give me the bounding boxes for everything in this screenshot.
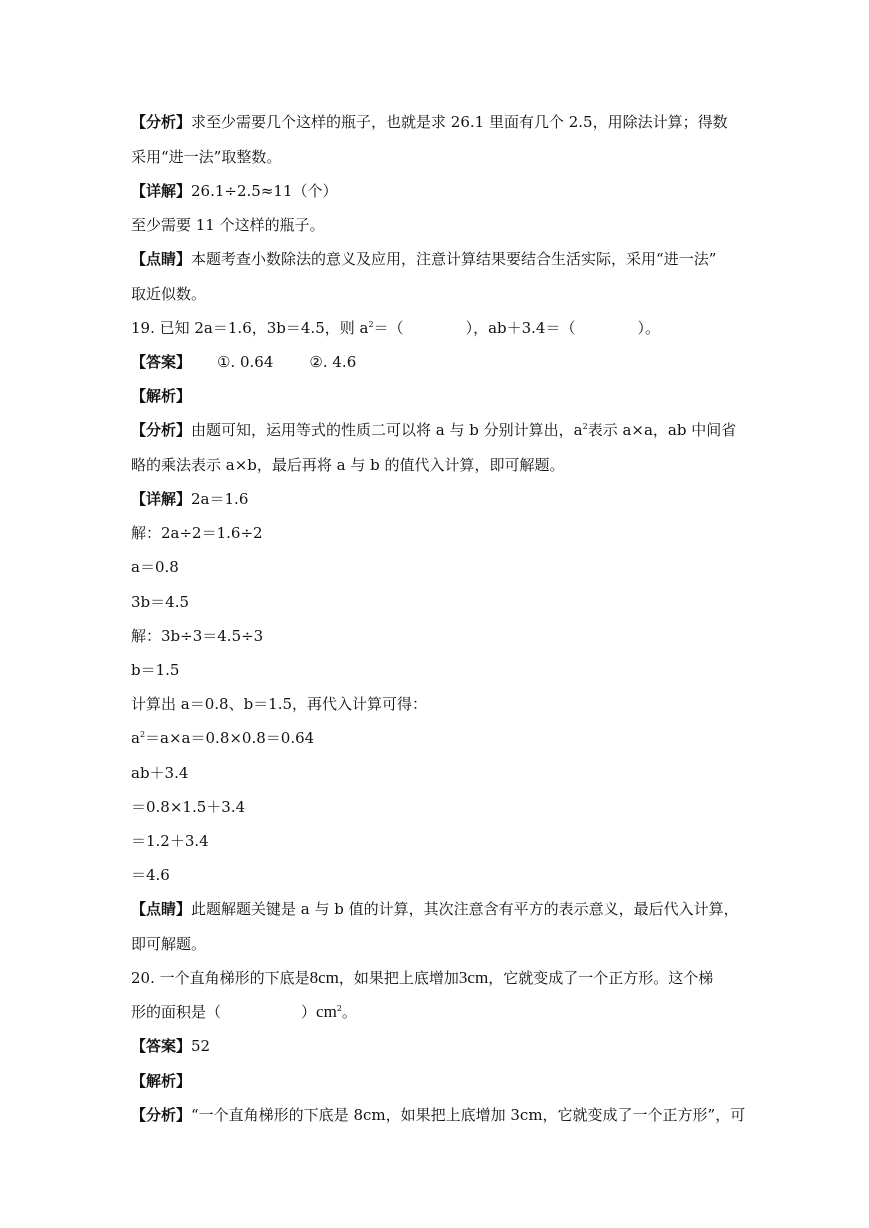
q19-comment-line-1: 【点睛】此题解题关键是 a 与 b 值的计算，其次注意含有平方的表示意义，最后代入计算， — [131, 900, 739, 918]
stem-part-c: ），ab＋3.4＝（ — [465, 319, 576, 337]
detail-tag: 【详解】 — [131, 182, 192, 200]
answer-value: 52 — [191, 1037, 211, 1055]
step-3: 3b＝4.5 — [131, 593, 190, 611]
analysis-superscript: 2 — [582, 422, 588, 431]
answer-1: ①. 0.64 — [217, 353, 274, 371]
q19-explain-tag: 【解析】 — [131, 387, 192, 405]
step-0: 2a＝1.6 — [191, 490, 249, 508]
step-2: a＝0.8 — [131, 558, 179, 576]
q18-detail-line-1 — [131, 181, 338, 201]
length-8cm: 8cm — [309, 968, 339, 987]
analysis-tag: 【分析】 — [131, 421, 192, 439]
comment-tag: 【点睛】 — [131, 250, 192, 268]
answer-tag: 【答案】 — [131, 1037, 192, 1055]
stem-part-d: ）。 — [637, 319, 660, 337]
q19-analysis-line-1: 【分析】由题可知，运用等式的性质二可以将 a 与 b 分别计算出，$a^2$表示 a×a，ab 中间省 — [131, 421, 737, 439]
q18-analysis-line-1 — [131, 112, 728, 132]
calc-2: ＝1.2＋3.4 — [131, 832, 209, 850]
calc-0: ab＋3.4 — [131, 764, 189, 782]
length-3cm: 3cm — [458, 968, 489, 987]
unit-cm: cm — [316, 1002, 337, 1021]
q20-stem-line-2: 形的面积是（ ）$cm^2$。 — [131, 1002, 357, 1021]
q18-detail-line-2: 至少需要 11 个这样的瓶子。 — [131, 216, 325, 234]
q20-answer — [131, 1036, 210, 1056]
q20-analysis-line-1: 【分析】“一个直角梯形的下底是 8cm，如果把上底增加 3cm，它就变成了一个正方形”，可 — [131, 1106, 746, 1124]
answer-tag: 【答案】 — [131, 353, 192, 371]
step-1: 解：2a÷2＝1.6÷2 — [131, 524, 263, 542]
calc-1: ＝0.8×1.5＋3.4 — [131, 798, 246, 816]
q19-answer — [131, 352, 356, 372]
comment-tag: 【点睛】 — [131, 900, 192, 918]
analysis-tag: 【分析】 — [131, 113, 192, 131]
comment-text: 本题考查小数除法的意义及应用，注意计算结果要结合生活实际，采用“进一法” — [191, 250, 717, 268]
detail-text: 26.1÷2.5≈11（个） — [191, 182, 338, 200]
step-4: 解：3b÷3＝4.5÷3 — [131, 627, 264, 645]
q19-comment-line-2: 即可解题。 — [131, 935, 207, 953]
answer-2: ②. 4.6 — [309, 353, 357, 371]
stem-superscript: 2 — [368, 320, 374, 329]
analysis-text: 求至少需要几个这样的瓶子，也就是求 26.1 里面有几个 2.5，用除法计算；得数 — [191, 113, 728, 131]
step-6: 计算出 a＝0.8、b＝1.5，再代入计算可得： — [131, 695, 428, 713]
q18-comment-line-2: 取近似数。 — [131, 285, 207, 303]
calc-3: ＝4.6 — [131, 866, 170, 884]
stem-part-a: 19. 已知 2a＝1.6，3b＝4.5，则 a — [131, 319, 369, 337]
stem-part-b: ＝（ — [373, 319, 404, 337]
step-5: b＝1.5 — [131, 661, 180, 679]
q19-analysis-line-2: 略的乘法表示 a×b，最后再将 a 与 b 的值代入计算，即可解题。 — [131, 456, 565, 474]
analysis-tag: 【分析】 — [131, 1106, 192, 1124]
q19-stem — [131, 318, 660, 338]
q20-explain-tag: 【解析】 — [131, 1072, 192, 1090]
square-calc: $a^2=a\times a=0.8\times 0.8=0.64$ — [131, 729, 315, 747]
q18-comment-line-1 — [131, 249, 716, 269]
q20-stem-line-1: 20. 一个直角梯形的下底是8cm，如果把上底增加3cm，它就变成了一个正方形。这个梯 — [131, 968, 714, 987]
detail-tag: 【详解】 — [131, 490, 192, 508]
q19-detail-line-1 — [131, 489, 248, 509]
q18-analysis-line-2: 采用“进一法”取整数。 — [131, 148, 282, 166]
